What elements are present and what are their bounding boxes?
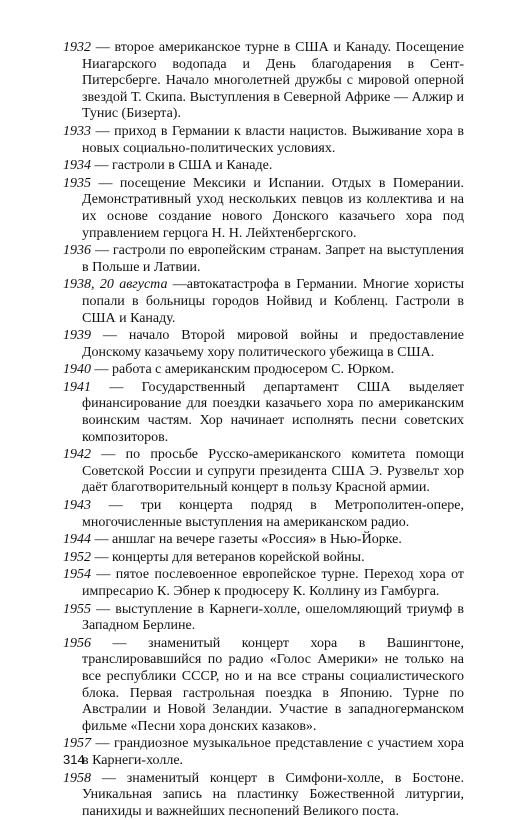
entry-year: 1943 — [63, 498, 91, 514]
entry-year: 1934 — [63, 158, 91, 174]
chronology-entry — [63, 636, 464, 736]
chronology-entry — [63, 771, 464, 820]
entry-text: — гастроли по европейским странам. Запрет на выступления в Польше и Латвии. — [82, 243, 464, 275]
chronology-entry — [63, 328, 464, 361]
chronology-entry — [63, 567, 464, 600]
entry-text: — работа с американским продюсером С. Юрком. — [91, 362, 395, 378]
entry-year: 1933 — [63, 123, 91, 139]
entry-year: 1958 — [63, 770, 91, 786]
entry-text: — аншлаг на вечере газеты «Россия» в Нью-Йорке. — [91, 532, 402, 548]
entry-year: 1957 — [63, 736, 91, 752]
entry-text: — гастроли в США и Канаде. — [91, 158, 273, 174]
entry-text: —автокатастрофа в Германии. Многие хористы попали в больницы городов Нойвид и Кобленц. Гастроли в США и Канаду. — [82, 277, 465, 326]
entry-text: — знаменитый концерт в Симфони-холле, в Бостоне. Уникальная запись на пластинку Божественной литургии, панихиды и важнейших песнопений Великого поста. — [82, 770, 464, 819]
entry-text: — посещение Мексики и Испании. Отдых в Померании. Демонстративный уход нескольких певцов из коллектива и на их основе создание нового Донского казачьего хора под управлением герцога Н. Н. Лейхтенбергского. — [82, 175, 464, 241]
entry-text: — выступление в Карнеги-холле, ошеломляющий триумф в Западном Берлине. — [82, 601, 464, 634]
chronology-entry — [63, 532, 464, 549]
entry-year: 1935 — [63, 175, 91, 191]
chronology-entry — [63, 380, 464, 446]
entry-text: — пятое послевоенное европейское турне. Переход хора от импресарио К. Эбнер к продюсеру К. Коллину из Гамбурга. — [82, 567, 464, 599]
entry-year: 1940 — [63, 362, 91, 378]
entry-text: — начало Второй мировой войны и предоставление Донскому казачьему хору политического убежища в США. — [82, 328, 464, 360]
chronology-entry — [63, 447, 464, 497]
chronology-entry — [63, 124, 464, 157]
entry-text: — второе американское турне в США и Канаду. Посещение Ниагарского водопада и День благодарения в Сент-Питерсберге. Начало многолетней дружбы с мировой оперной звездой Т. Скипа. Выступления в Северной Африке — Алжир и Тунис (Бизерта). — [82, 40, 464, 122]
chronology-entry — [63, 602, 464, 635]
entry-year: 1939 — [63, 328, 91, 344]
entry-text: — приход в Германии к власти нацистов. Выживание хора в новых социально-политических условиях. — [82, 123, 464, 156]
chronology-entry — [63, 40, 464, 123]
entry-year: 1944 — [63, 532, 91, 548]
entry-year: 1932 — [63, 40, 91, 55]
chronology-entry — [63, 550, 464, 567]
entry-year: 1938, 20 августа — [63, 277, 168, 293]
entry-text: — знаменитый концерт хора в Вашингтоне, транслировавшийся по радио «Голос Америки» не только на все республики СССР, но и на все страны социалистического блока. Первая гастрольная поездка в Японию. Турне по Австралии и Новой Зеландии. Участие в западногерманском фильме «Песни хора донских казаков». — [82, 635, 464, 734]
entry-year: 1941 — [63, 379, 91, 395]
chronology-entry — [63, 176, 464, 242]
page-number: 314 — [63, 752, 85, 767]
entry-year: 1956 — [63, 635, 91, 651]
chronology-entry — [63, 158, 464, 175]
entry-text: — три концерта подряд в Метрополитен-опере, многочисленные выступления на американском радио. — [82, 498, 464, 530]
entry-year: 1955 — [63, 601, 91, 617]
entry-text: — грандиозное музыкальное представление с участием хора в Карнеги-холле. — [82, 736, 464, 768]
entry-year: 1954 — [63, 567, 91, 583]
chronology-entry — [63, 243, 464, 276]
entry-year: 1952 — [63, 549, 91, 565]
chronology-list — [63, 40, 464, 820]
chronology-entry — [63, 736, 464, 769]
chronology-entry — [63, 362, 464, 379]
chronology-entry — [63, 277, 464, 327]
entry-text: — Государственный департамент США выделяет финансирование для поездки казачьего хора по американским воинским частям. Хор начинает исполнять песни советских композиторов. — [82, 379, 464, 445]
chronology-entry — [63, 498, 464, 531]
entry-year: 1942 — [63, 447, 91, 463]
entry-text: — концерты для ветеранов корейской войны. — [91, 549, 365, 565]
entry-year: 1936 — [63, 243, 91, 259]
entry-text: — по просьбе Русско-американского комитета помощи Советской России и супруги президента США Э. Рузвельт хор даёт благотворительный концерт в пользу Красной армии. — [82, 447, 464, 496]
